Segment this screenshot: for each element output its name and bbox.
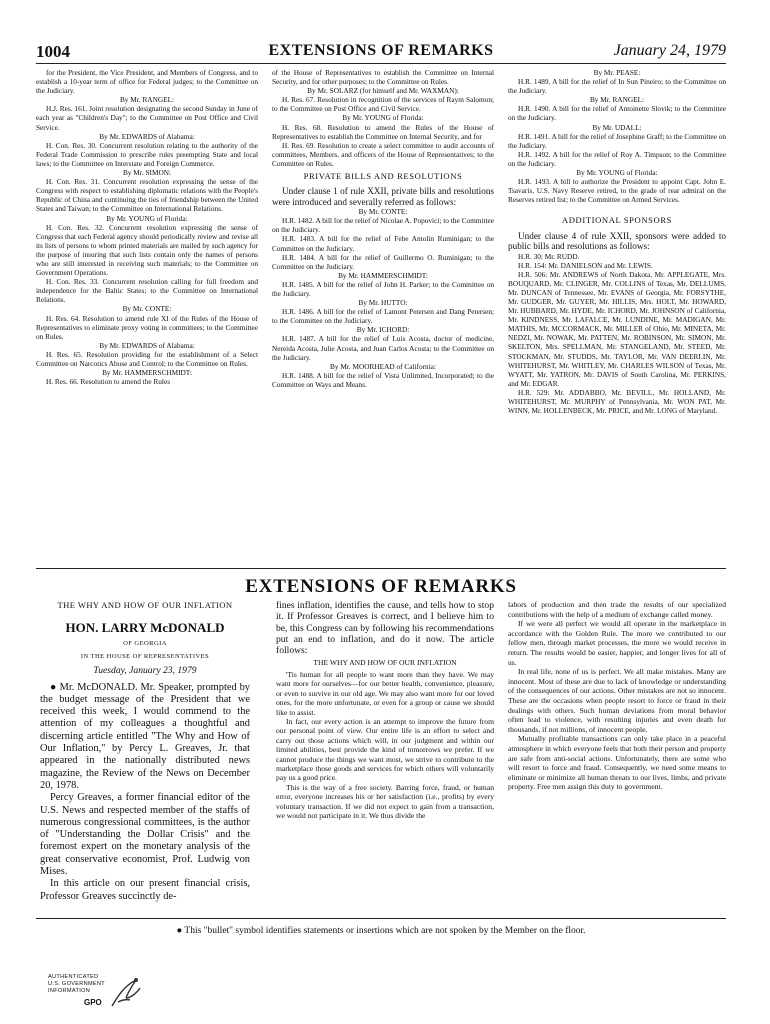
- text-paragraph: 'Tis human for all people to want more than they have. We may want more for ourselves—for our better health, convenience, pleasure, or even to survive in our old age. We may also want more for our loved ones, for the more unfortunate, or even for a group or cause we should like to assist.: [276, 669, 494, 717]
- text-paragraph: If we were all perfect we would all operate in the marketplace in accordance with the Golden Rule. The more we contributed to our fellow men, through market processes, the more we would receive in return. The results would be easier, happier, and longer lives for all of us.: [508, 619, 726, 667]
- bill-entry: H.R. 1484. A bill for the relief of Guillermo O. Ruminigan; to the Committee on the Judiciary.: [272, 252, 494, 271]
- text-paragraph: H. Res. 67. Resolution in recognition of the services of Raym Salomon; to the Committee on Post Office and Civil Service.: [272, 95, 494, 114]
- bill-entry: H.R. 1482. A bill for the relief of Nicolae A. Popovici; to the Committee on the Judiciary.: [272, 216, 494, 235]
- article-column-2: [276, 600, 494, 916]
- sponsor-line: By Mr. HAMMERSCHMIDT:: [338, 270, 428, 280]
- sponsor-line: By Mr. MOORHEAD of California:: [329, 361, 436, 371]
- section-heading-additional-sponsors: ADDITIONAL SPONSORS: [561, 215, 673, 226]
- header-rule: [36, 63, 726, 64]
- sponsor-entry: H.R. 506: Mr. ANDREWS of North Dakota, Mr. APPLEGATE, Mrs. BOUQUARD, Mr. CLINGER, Mr. COLLINS of Texas, Mr. DELLUMS, Mr. DUNCAN of Tennessee, Mr. EVANS of Georgia, Mr. FORSYTHE, Mr. GUDGER, Mr. GUYER, Mr. HILLIS, Mrs. HOLT, Mr. HOWARD, Mr. HUBBARD, Mr. HYDE, Mr. ICHORD, Mr. JOHNSON of California, Mr. KINDNESS, Mr. LAFALCE, Mr. LUNDINE, Mr. MADIGAN, Mr. MATHIS, Mr. MCCORMACK, Mr. MILLER of Ohio, Mr. MINETA, Mr. NEDZI, Mr. NOWAK, Mr. PATTEN, Mr. ROBINSON, Mr. SIMON, Mr. SKELTON, Mrs. SPELLMAN, Mr. STANGELAND, Mr. STEED, Mr. STOCKMAN, Mr. STUDDS, Mr. TAYLOR, Mr. VAN DEERLIN, Mr. WHITEHURST, Mr. WHITLEY, Mr. CHARLES WILSON of Texas, Mr. WYATT, Mr. YATRON, Mr. DAVIS of South Carolina, Mr. PERKINS, and Mr. EDGAR.: [508, 269, 726, 388]
- bill-entry: H.R. 1493. A bill to authorize the President to appoint Capt. John E. Tsavaris, U.S. Navy Reserve retired, to the grade of rear admiral on the Reserves retired list; to the Committee on Armed Services.: [508, 177, 726, 205]
- text-paragraph: This is the way of a free society. Barring force, fraud, or human error, everyone increases his or her satisfaction (i.e., profits) by every voluntary transaction. If we did not expect to gain from a transaction, we would not participate in it. We thus divide the: [276, 782, 494, 820]
- text-paragraph: H. Con. Res. 32. Concurrent resolution expressing the sense of Congress that each Federal agency should periodically review and revise all its lists of persons to whom printed materials are mailed by such agency for the purpose of insuring that such lists contain only the names of persons who are still interested in receiving such materials; to the Committee on Government Operations.: [36, 222, 258, 278]
- text-paragraph: H. Con. Res. 31. Concurrent resolution expressing the sense of the Congress with respect to establishing diplomatic relations with the People's Republic of China and continuing the ties of friendship between the United States and Taiwan; to the Committee on International Relations.: [36, 177, 258, 214]
- sponsor-entry: H.R. 154: Mr. DANIELSON and Mr. LEWIS.: [518, 260, 653, 270]
- bill-entry: H.R. 1486. A bill for the relief of Lamont Petersen and Dang Petersen; to the Committee on the Judiciary.: [272, 307, 494, 326]
- section-lead: Under clause 4 of rule XXII, sponsors were added to public bills and resolutions as follows:: [508, 230, 726, 251]
- text-paragraph: In this article on our present financial crisis, Professor Greaves succinctly de-: [40, 878, 250, 902]
- article-column-3: [508, 600, 726, 916]
- eagle-icon: [106, 972, 146, 1012]
- text-paragraph: labors of production and then trade the results of our specialized contributions with the help of a medium of exchange called money.: [508, 600, 726, 619]
- extensions-heading: EXTENSIONS OF REMARKS: [245, 576, 517, 597]
- sponsor-line: By Mr. YOUNG of Florida:: [342, 113, 424, 123]
- article-column-1: [40, 600, 250, 916]
- sponsor-line: By Mr. SIMON:: [122, 168, 172, 178]
- text-paragraph: H. Res. 65. Resolution providing for the establishment of a Select Committee on Narcotics Abuse and Control; to the Committee on Rules.: [36, 349, 258, 368]
- text-paragraph: In real life, none of us is perfect. We all make mistakes. Many are innocent. Most of these are due to lack of knowledge or understanding of the consequences of our actions. Other mistakes are not so innocent. These are the occasions when people resort to force or fraud in their dealings with others. Such human deviations from moral behavior often lead to violence, with resulting injuries and even death for thousands, if not millions, of innocent people.: [508, 667, 726, 734]
- section-rule: [36, 568, 726, 569]
- logo-text: AUTHENTICATED U.S. GOVERNMENT INFORMATION: [48, 974, 106, 994]
- running-header: [36, 42, 726, 64]
- text-paragraph: H.J. Res. 161. Joint resolution designating the second Sunday in June of each year as "Children's Day"; to the Committee on Post Office and Civil Service.: [36, 104, 258, 132]
- text-paragraph: fines inflation, identifies the cause, and tells how to stop it. If Professor Greaves is correct, and I believe him to be, this Congress can by following his recommendations put an end to inflation, and do it now. The article follows:: [276, 600, 494, 657]
- text-paragraph: Percy Greaves, a former financial editor of the U.S. News and respected member of the staffs of numerous congressional committees, is the author of "Understanding the Dollar Crisis" and the foremost expert on the monetary analysis of the great conservative economist, Prof. Ludwig von Mises.: [40, 792, 250, 878]
- sponsor-line: By Mr. YOUNG of Florida:: [106, 213, 188, 223]
- footnote-rule: [36, 918, 726, 919]
- text-paragraph: In fact, our every action is an attempt to improve the future from our personal point of view. Our entire life is an effort to select and carry out those actions which will, in our judgment and within our limited abilities, best provide the kind of tomorrows we prefer. If we cannot produce the things we want most, we strive to contribute to the marketplace those goods and services for which others will voluntarily pay us a good price.: [276, 716, 494, 783]
- bill-entry: H.R. 1488. A bill for the relief of Vista Unlimited, Incorporated; to the Committee on Ways and Means.: [272, 370, 494, 389]
- sponsor-line: By Mr. RANGEL:: [589, 95, 645, 105]
- text-paragraph: H. Con. Res. 33. Concurrent resolution calling for full freedom and independence for the Baltic States; to the Committee on International Relations.: [36, 277, 258, 305]
- sponsor-line: By Mr. YOUNG of Florida:: [576, 168, 658, 178]
- bullet-footnote: ● This "bullet" symbol identifies statements or insertions which are not spoken by the Member on the floor.: [176, 926, 586, 936]
- sponsor-line: By Mr. CONTE:: [358, 207, 408, 217]
- page-number: 1004: [36, 42, 70, 61]
- sponsor-line: By Mr. RANGEL:: [119, 95, 175, 105]
- bill-entry: H.R. 1487. A bill for the relief of Luis Acosta, doctor of medicine, Nereida Acosta, Julie Acosta, and Juan Carlos Acosta; to the Committee on the Judiciary.: [272, 334, 494, 362]
- sponsor-line: By Mr. HAMMERSCHMIDT:: [102, 368, 192, 378]
- top-column-1: [36, 68, 258, 568]
- section-lead: Under clause 1 of rule XXII, private bills and resolutions were introduced and severally referred as follows:: [272, 186, 494, 207]
- text-paragraph: H. Res. 69. Resolution to create a select committee to audit accounts of committees, Members, and officers of the House of Representatives; to the Committee on Rules.: [272, 140, 494, 168]
- sponsor-line: By Mr. ICHORD:: [356, 325, 410, 335]
- article-title: THE WHY AND HOW OF OUR INFLATION: [57, 600, 233, 610]
- speaker-name: HON. LARRY McDONALD: [65, 620, 225, 635]
- text-paragraph: ● Mr. McDONALD. Mr. Speaker, prompted by the budget message of the President that we received this week, I would commend to the attention of my colleagues a thoughtful and discerning article entitled "The Why and How of Our Inflation," by Percy L. Greaves, Jr. that appeared in the nationally distributed news magazine, the Review of the News on December 20, 1978.: [40, 681, 250, 791]
- bill-entry: H.R. 1483. A bill for the relief of Febe Antolin Ruminigan; to the Committee on the Judiciary.: [272, 234, 494, 253]
- sponsor-line: By Mr. EDWARDS of Alabama:: [99, 131, 195, 141]
- speaker-state: OF GEORGIA: [123, 640, 167, 648]
- sponsor-line: By Mr. CONTE:: [122, 304, 172, 314]
- text-paragraph: H. Res. 68. Resolution to amend the Rules of the House of Representatives to establish the Committee on Internal Security, and for: [272, 122, 494, 141]
- top-column-2: [272, 68, 494, 568]
- bill-entry: H.R. 1485. A bill for the relief of John H. Parker; to the Committee on the Judiciary.: [272, 279, 494, 298]
- text-paragraph: for the President, the Vice President, and Members of Congress, and to establish a 10-year term of office for Federal judges; to the Committee on the Judiciary.: [36, 68, 258, 96]
- text-paragraph: H. Res. 66. Resolution to amend the Rules: [46, 377, 171, 387]
- sponsor-line: By Mr. PEASE:: [593, 68, 641, 77]
- sponsor-entry: H.R. 30: Mr. RUDD.: [518, 251, 580, 261]
- sponsor-line: By Mr. SOLARZ (for himself and Mr. WAXMAN):: [307, 86, 459, 96]
- sponsor-entry: H.R. 529: Mr. ADDABBO, Mr. BEVILL, Mr. HOLLAND, Mr. WHITEHURST, Mr. MURPHY of Pennsylvania, Mr. WON PAT, Mr. WINN, Mr. HOLLENBECK, Mr. PRICE, and Mr. LONG of Maryland.: [508, 387, 726, 416]
- bill-entry: H.R. 1491. A bill for the relief of Josephine Graff; to the Committee on the Judiciary.: [508, 131, 726, 150]
- gpo-authentication-logo: [48, 970, 158, 1016]
- section-heading-private-bills: PRIVATE BILLS AND RESOLUTIONS: [303, 171, 463, 182]
- top-column-3: [508, 68, 726, 568]
- bill-entry: H.R. 1490. A bill for the relief of Antoinette Slovik; to the Committee on the Judiciary.: [508, 104, 726, 123]
- bill-entry: H.R. 1489. A bill for the relief of In Sun Pineiro; to the Committee on the Judiciary.: [508, 77, 726, 96]
- article-subheading: THE WHY AND HOW OF OUR INFLATION: [313, 658, 457, 668]
- text-paragraph: H. Con. Res. 30. Concurrent resolution relating to the authority of the Federal Trade Commission to prescribe rules preempting State and local laws; to the Committee on Interstate and Foreign Commerce.: [36, 140, 258, 168]
- gpo-mark: GPO: [84, 998, 102, 1007]
- sponsor-line: By Mr. UDALL:: [592, 122, 642, 132]
- text-paragraph: Mutually profitable transactions can only take place in a peaceful atmosphere in which everyone feels that both their person and property are safe from anti-social actions. Unfortunately, there are some who will resort to force and fraud. Consequently, we need some means to eliminate or minimize all human threats to our lives, limbs, and private property. Free men assign this duty to government.: [508, 734, 726, 792]
- bill-entry: H.R. 1492. A bill for the relief of Roy A. Timpson; to the Committee on the Judiciary.: [508, 149, 726, 168]
- text-paragraph: H. Res. 64. Resolution to amend rule XI of the Rules of the House of Representatives to eliminate proxy voting in committees; to the Committee on Rules.: [36, 313, 258, 341]
- text-paragraph: of the House of Representatives to establish the Committee on Internal Security, and for other purposes; to the Committee on Rules.: [272, 68, 494, 87]
- chamber-line: IN THE HOUSE OF REPRESENTATIVES: [80, 652, 210, 660]
- speech-date: Tuesday, January 23, 1979: [93, 665, 197, 677]
- page-title: EXTENSIONS OF REMARKS: [268, 42, 494, 59]
- sponsor-line: By Mr. EDWARDS of Alabama:: [99, 340, 195, 350]
- page-date: January 24, 1979: [613, 42, 726, 59]
- sponsor-line: By Mr. HUTTO:: [358, 298, 408, 308]
